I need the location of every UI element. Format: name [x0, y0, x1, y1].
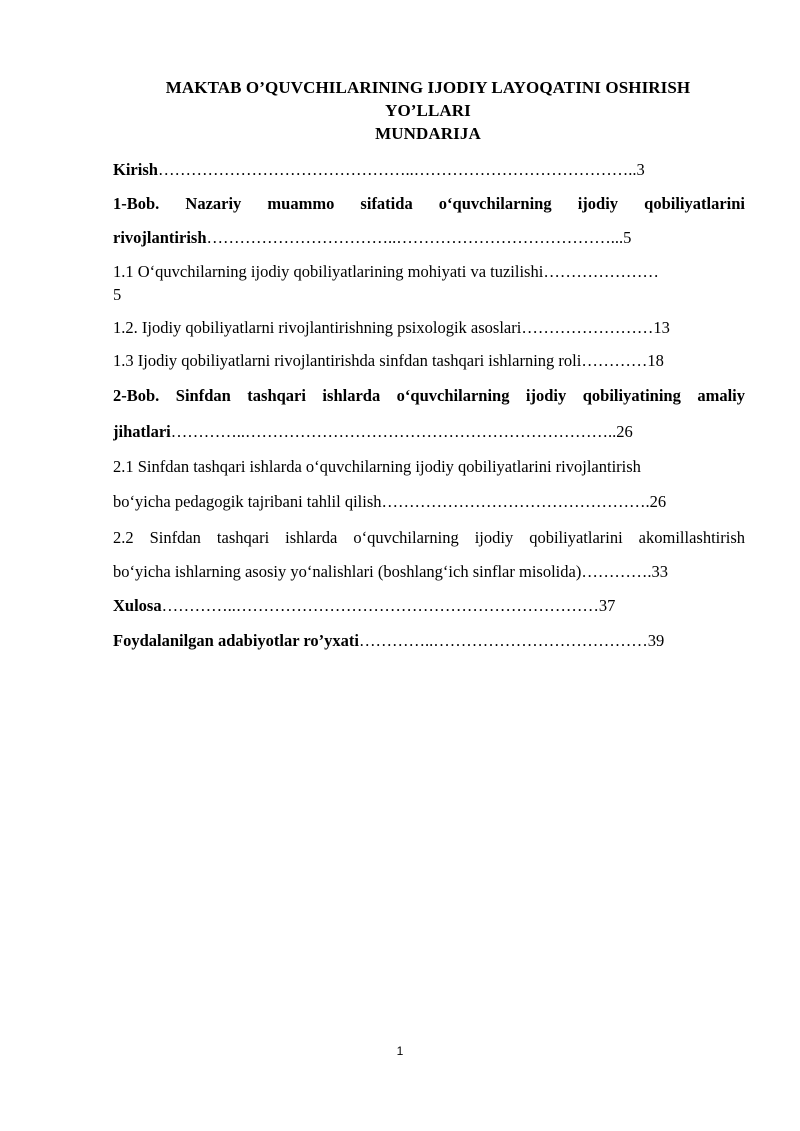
- document-title-line-1: MAKTAB O’QUVCHILARINING IJODIY LAYOQATINI OSHIRISH: [165, 78, 691, 97]
- toc-entry-leader: …………..…………………………………………………………37: [161, 596, 616, 615]
- toc-heading: MUNDARIJA: [375, 124, 481, 143]
- toc-entry-2-1-line1: 2.1 Sinfdan tashqari ishlarda o‘quvchilarning ijodiy qobiliyatlarini rivojlantirish: [113, 457, 641, 476]
- toc-entry-title: Kirish: [113, 160, 158, 179]
- toc-entry-adabiyotlar: [113, 631, 745, 651]
- toc-entry-kirish: [113, 160, 745, 180]
- toc-entry-1-1-line1: 1.1 O‘quvchilarning ijodiy qobiliyatlarining mohiyati va tuzilishi…………………: [113, 262, 659, 281]
- toc-entry-title: rivojlantirish: [113, 228, 207, 247]
- toc-entry-leader: …………..…………………………………39: [359, 631, 665, 650]
- toc-entry-bob2-line1: 2-Bob. Sinfdan tashqari ishlarda o‘quvchilarning ijodiy qobiliyatining amaliy: [113, 386, 745, 405]
- toc-entry-title: Xulosa: [113, 596, 162, 615]
- toc-entry-leader: ………………………………………..…………………………………..3: [157, 160, 645, 179]
- toc-entry-1-2: 1.2. Ijodiy qobiliyatlarni rivojlantirishning psixologik asoslari……………………13: [113, 318, 670, 337]
- toc-entry-1-3: 1.3 Ijodiy qobiliyatlarni rivojlantirishda sinfdan tashqari ishlarning roli…………18: [113, 351, 664, 370]
- toc-entry-leader: …………..…………………………………………………………..26: [170, 422, 633, 441]
- toc-entry-bob2-line2: [113, 422, 745, 442]
- toc-entry-2-1-line2: bo‘yicha pedagogik tajribani tahlil qilish………………………………………….26: [113, 492, 667, 511]
- document-title-line-2: YO’LLARI: [385, 101, 471, 120]
- toc-entry-bob1-line1: 1-Bob. Nazariy muammo sifatida o‘quvchilarning ijodiy qobiliyatlarini: [113, 194, 745, 213]
- toc-entry-xulosa: [113, 596, 745, 616]
- toc-entry-title: Foydalanilgan adabiyotlar ro’yxati: [113, 631, 360, 650]
- toc-entry-title: jihatlari: [113, 422, 171, 441]
- toc-entry-bob1-line2: [113, 228, 745, 248]
- toc-entry-2-2-line1: 2.2 Sinfdan tashqari ishlarda o‘quvchilarning ijodiy qobiliyatlarini akomillashtirish: [113, 528, 745, 547]
- page-number: 1: [396, 1044, 404, 1058]
- toc-entry-2-2-line2: bo‘yicha ishlarning asosiy yo‘nalishlari (boshlang‘ich sinflar misolida)………….33: [113, 562, 668, 581]
- toc-entry-leader: ……………………………..…………………………………...5: [206, 228, 632, 247]
- toc-entry-1-1-line2: 5: [113, 285, 122, 304]
